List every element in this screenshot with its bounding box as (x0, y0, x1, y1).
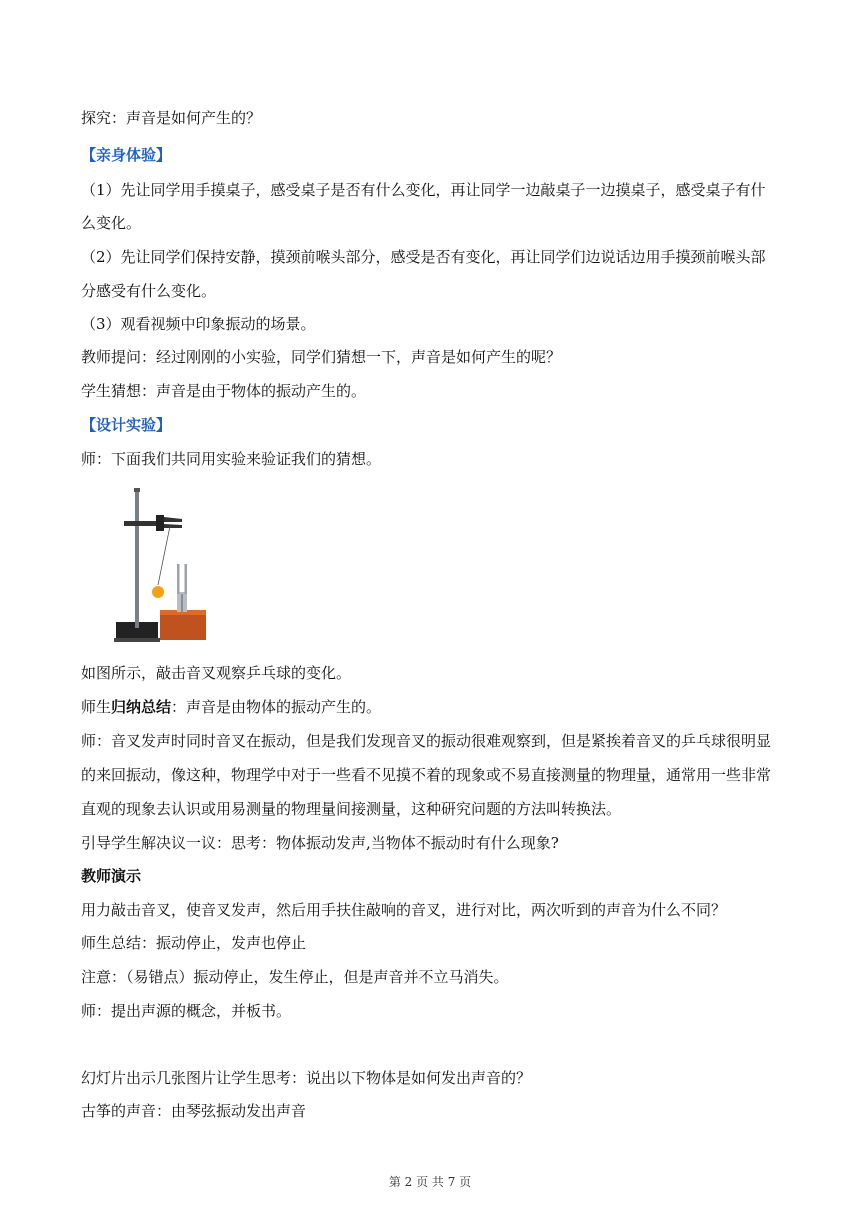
text-line: 幻灯片出示几张图片让学生思考：说出以下物体是如何发出声音的？ (81, 1069, 532, 1087)
page-footer: 第 2 页 共 7 页 (388, 1175, 472, 1189)
text-line: 用力敲击音叉，使音叉发声，然后用手扶住敲响的音叉，进行对比，两次听到的声音为什么不同？ (81, 901, 727, 919)
section-heading: 【亲身体验】 (81, 146, 172, 164)
tuning-fork-experiment-figure (110, 482, 228, 646)
text-line: 么变化。 (81, 214, 142, 232)
text-line: 师：下面我们共同用实验来验证我们的猜想。 (81, 450, 382, 468)
text-line: 如图所示，敲击音叉观察乒乓球的变化。 (81, 664, 352, 682)
section-heading: 【设计实验】 (81, 416, 172, 434)
text-line: 师生总结：振动停止，发声也停止 (81, 934, 307, 952)
text-line: 教师提问：经过刚刚的小实验，同学们猜想一下，声音是如何产生的呢？ (81, 348, 562, 366)
text-line: （3）观看视频中印象振动的场景。 (81, 315, 316, 333)
text-line: （2）先让同学们保持安静，摸颈前喉头部分，感受是否有变化，再让同学们边说话边用手摸颈前喉头部 (81, 248, 766, 266)
text-line: 注意：（易错点）振动停止，发生停止，但是声音并不立马消失。 (81, 968, 509, 986)
text-line: 师：提出声源的概念，并板书。 (81, 1002, 292, 1020)
text-line: 的来回振动，像这种，物理学中对于一些看不见摸不着的现象或不易直接测量的物理量，通常用一些非常 (81, 766, 772, 784)
text-line: 分感受有什么变化。 (81, 282, 217, 300)
text-line: （1）先让同学用手摸桌子，感受桌子是否有什么变化，再让同学一边敲桌子一边摸桌子，感受桌子有什 (81, 181, 766, 199)
text-line: 古筝的声音：由琴弦振动发出声音 (81, 1102, 307, 1120)
text-line: 直观的现象去认识或用易测量的物理量间接测量，这种研究问题的方法叫转换法。 (81, 800, 622, 818)
text-line: 引导学生解决议一议：思考：物体振动发声,当物体不振动时有什么现象? (81, 834, 559, 852)
text-line: 师：音叉发声时同时音叉在振动，但是我们发现音叉的振动很难观察到，但是紧挨着音叉的乒乓球很明显 (81, 732, 772, 750)
subheading: 教师演示 (81, 867, 142, 885)
text-line: 探究：声音是如何产生的？ (81, 109, 262, 127)
summary-line (81, 697, 381, 717)
summary-bold-label: 归纳总结 (111, 698, 172, 716)
summary-text: ：声音是由物体的振动产生的。 (171, 698, 382, 716)
summary-prefix: 师生 (81, 698, 112, 716)
text-line: 学生猜想：声音是由于物体的振动产生的。 (81, 382, 367, 400)
